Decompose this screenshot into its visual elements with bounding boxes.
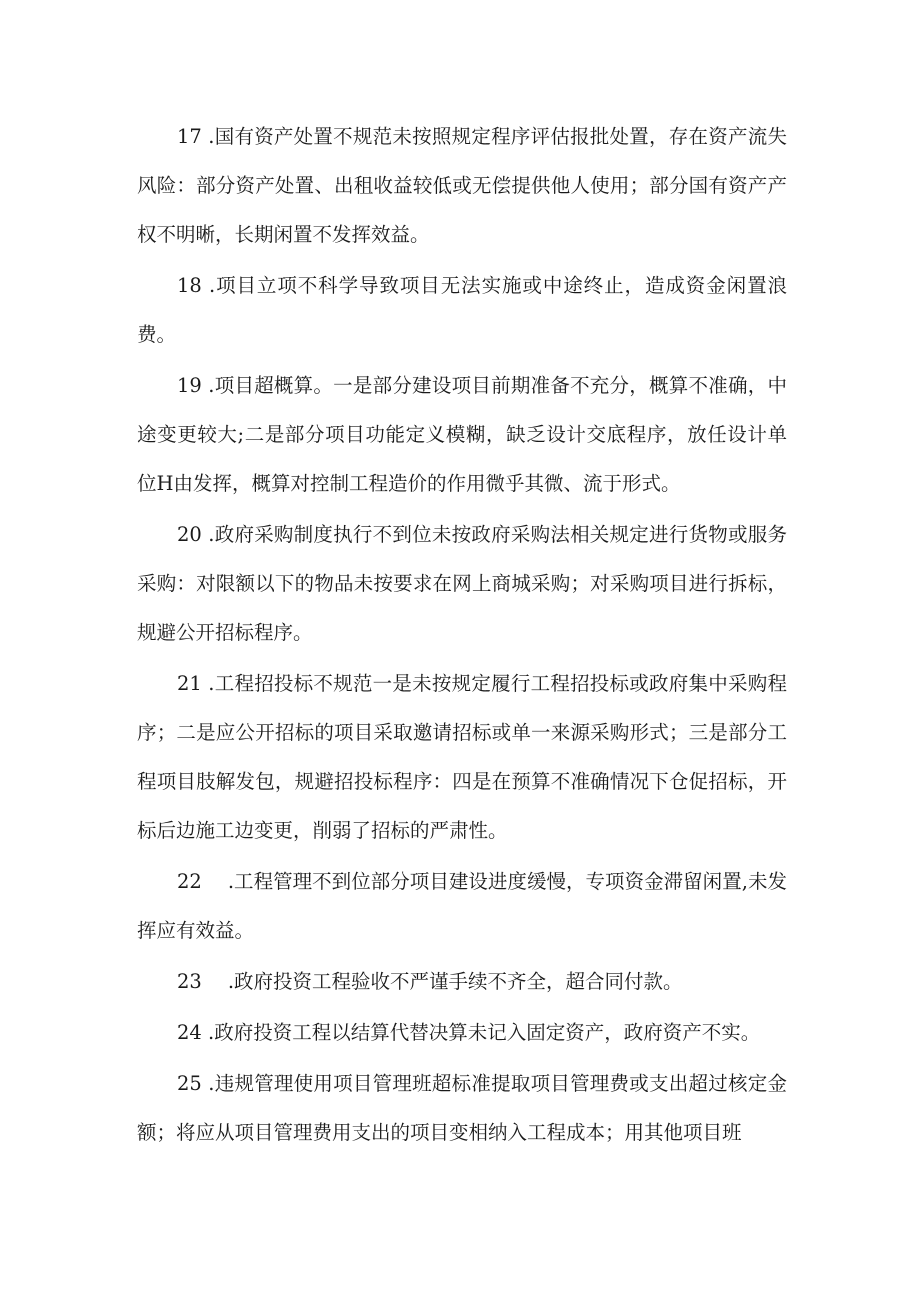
paragraph-22 [137,857,787,955]
item-number: 25 [177,1072,202,1095]
paragraph-18 [137,261,787,359]
paragraph-17 [137,112,787,259]
paragraph-text: .工程管理不到位部分项目建设进度缓慢，专项资金滞留闲置,未发挥应有效益。 [137,870,787,942]
paragraph-24 [137,1008,787,1057]
paragraph-text: .政府投资工程验收不严谨手续不齐全，超合同付款。 [227,970,683,993]
paragraph-text: .工程招投标不规范一是未按规定履行工程招投标或政府集中采购程序；二是应公开招标的项目采取邀请招标或单一来源采购形式；三是部分工程项目肢解发包，规避招投标程序：四是在预算不准确情况下仓促招标，开标后边施工边变更，削弱了招标的严肃性。 [137,672,787,842]
paragraph-19 [137,361,787,508]
item-number: 17 [177,125,202,148]
item-number: 24 [177,1021,202,1044]
item-number: 22 [177,870,202,893]
item-number: 20 [177,523,202,546]
paragraph-25 [137,1059,787,1157]
paragraph-21 [137,659,787,855]
item-number: 23 [177,970,202,993]
item-number: 19 [177,374,202,397]
paragraph-text: .违规管理使用项目管理班超标准提取项目管理费或支出超过核定金额；将应从项目管理费用支出的项目变相纳入工程成本；用其他项目班 [137,1072,787,1144]
paragraph-text: .项目立项不科学导致项目无法实施或中途终止，造成资金闲置浪费。 [137,274,787,346]
item-number: 18 [177,274,202,297]
paragraph-23 [137,957,787,1006]
document-body [137,112,787,1157]
paragraph-text: .政府采购制度执行不到位未按政府采购法相关规定进行货物或服务采购：对限额以下的物品未按要求在网上商城采购；对采购项目进行拆标，规避公开招标程序。 [137,523,787,644]
item-number: 21 [177,672,202,695]
paragraph-text: .政府投资工程以结算代替决算未记入固定资产，政府资产不实。 [201,1021,761,1044]
paragraph-text: .国有资产处置不规范未按照规定程序评估报批处置，存在资产流失风险：部分资产处置、出租收益较低或无偿提供他人使用；部分国有资产产权不明晰，长期闲置不发挥效益。 [137,125,787,246]
paragraph-20 [137,510,787,657]
paragraph-text: .项目超概算。一是部分建设项目前期准备不充分，概算不准确，中途变更较大;二是部分项目功能定义模糊，缺乏设计交底程序，放任设计单位H由发挥，概算对控制工程造价的作用微乎其微、流于形式。 [137,374,787,495]
